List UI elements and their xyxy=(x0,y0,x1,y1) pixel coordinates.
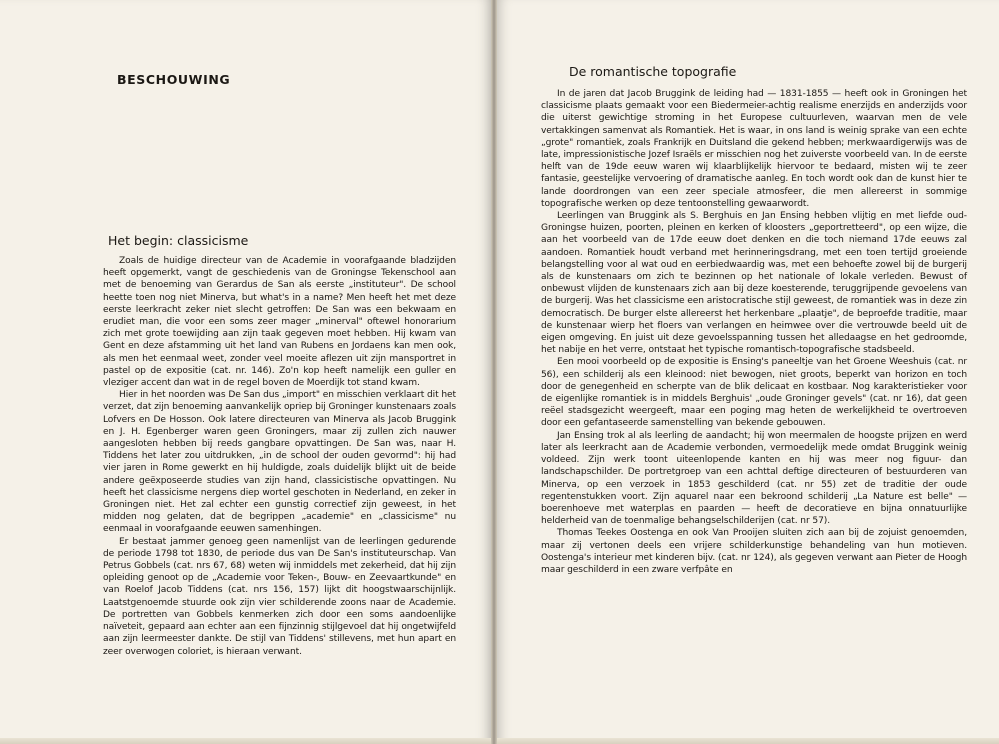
paragraph: Jan Ensing trok al als leerling de aandacht; hij won meermalen de hoogste prijzen en werd later als leerkracht aan de Academie verbonden, vermoedelijk mede omdat Bruggink weinig voldeed. Zijn werk toont uiteenlopende kanten en hij was meer nog figuur- dan landschapschilder. De portretgroep van een achttal deftige directeuren of bestuurderen van Minerva, op een verzoek in 1853 geschilderd (cat. nr 55) zet de traditie der oude regentenstukken voort. Zijn aquarel naar een bekroond schilderij „La Nature est belle" — boerenhoeve met waterplas en paarden — heeft de decoratieve en bijna onnatuurlijke helderheid van de toenmalige behangselschilderijen (cat. nr 57). xyxy=(541,430,967,527)
section-title: BESCHOUWING xyxy=(117,72,231,87)
left-page xyxy=(0,0,491,744)
paragraph: Zoals de huidige directeur van de Academie in voorafgaande bladzijden heeft opgemerkt, vangt de geschiedenis van de Groningse Tekenschool aan met de benoeming van Gerardus de San als eerste „instituteur". De school heette toen nog niet Minerva, but what's in a name? Men heeft het met deze eerste leerkracht zeker niet slecht getroffen: De San was een bekwaam en erudiet man, die voor een soms zeer mager „minerval" oftewel honorarium zich met grote toewijding aan zijn taak gegeven moet hebben. Hij kwam van Gent en deze afstamming uit het land van Rubens en Jordaens kan men ook, als men het eenmaal weet, zonder veel moeite aflezen uit zijn mansportret in pastel op de expositie (cat. nr. 146). Zo'n kop heeft namelijk een guller en vleziger accent dan wat in de regel boven de Moerdijk tot stand kwam. xyxy=(103,256,456,389)
paragraph: Hier in het noorden was De San dus „import" en misschien verklaart dit het verzet, dat zijn benoeming aanvankelijk opriep bij Groninger kunstenaars zoals Lofvers en De Hosson. Ook latere directeuren van Minerva als Jacob Bruggink en J. H. Egenberger waren geen Groningers, maar zij zullen zich nauwer aangesloten hebben bij reeds gangbare opvattingen. De San was, naar H. Tiddens het later zou uitdrukken, „in de school der ouden gevormd": hij had vier jaren in Rome gewerkt en hij huldigde, zoals duidelijk blijkt uit de beide andere geëxposeerde studies van zijn hand, classicistische opvattingen. Nu heeft het classicisme nergens diep wortel geschoten in Nederland, en zeker in Groningen niet. Het zal echter een gunstig correctief zijn geweest, in het midden nog gelaten, dat de begrippen „academie" en „classicisme" nu eenmaal in voorafgaande eeuwen samenhingen. xyxy=(103,390,456,535)
right-page xyxy=(497,0,999,744)
left-body-text xyxy=(103,255,456,658)
paragraph: In de jaren dat Jacob Bruggink de leiding had — 1831-1855 — heeft ook in Groningen het classicisme plaats gemaakt voor een Biedermeier-achtig realisme enerzijds en anderzijds voor die uiterst gewichtige stroming in het Europese cultuurleven, waarvan men de vele vertakkingen samenvat als Romantiek. Het is waar, in ons land is weinig sprake van een echte „grote" romantiek, zoals Frankrijk en Duitsland die gekend hebben; merkwaardigerwijs was de late, impressionistische Jozef Israëls er misschien nog het zuiverste voorbeeld van. In de eerste helft van de 19de eeuw waren wij klaarblijkelijk hiervoor te bedaard, misten wij te zeer fantasie, geestelijke vervoering of dramatische aanleg. En toch wordt ook dan de kunst hier te lande doordrongen van een zeer speciale atmosfeer, die men allereerst in sommige topografische werken op deze tentoonstelling gewaarwordt. xyxy=(541,89,967,209)
paragraph: Leerlingen van Bruggink als S. Berghuis en Jan Ensing hebben vlijtig en met liefde oud-Groningse huizen, poorten, pleinen en kerken of kloosters „geportretteerd", op een wijze, die aan het voorbeeld van de 17de eeuw doet denken en die toch niemand 17de eeuws zal aandoen. Romantiek houdt verband met herinneringsdrang, met een toen tertijd groeiende belangstelling voor al wat oud en eerbiedwaardig was, met een behoefte zowel bij de burgerij als de kunstenaars om zich te bezinnen op het nationale of lokale verleden. Bewust of onbewust vlijden de kunstenaars zich aan bij deze koesterende, teruggrijpende gevoelens van de burgerij. Was het classicisme een aristocratische stijl geweest, de romantiek was in deze zin democratisch. De burger elste allereerst het herkenbare „plaatje", de beproefde traditie, maar de kunstenaar wierp het floers van verlangen en heimwee over die vertrouwde beeld uit de eigen omgeving. En juist uit deze gevoelsspanning tussen het alledaagse en het gedroomde, het nabije en het verre, ontstaat het typische romantisch-topografische stadsbeeld. xyxy=(541,211,967,356)
paragraph: Een mooi voorbeeld op de expositie is Ensing's paneeltje van het Groene Weeshuis (cat. nr 56), een schilderij als een kleinood: niet bewogen, niet groots, beperkt van horizon en toch door de genegenheid en scherpte van de blik delicaat en kostbaar. Nog karakteristieker voor de eigenlijke romantiek is in middels Berghuis' „oude Groninger gevels" (cat. nr 16), dat geen reëel stadsgezicht weergeeft, maar een poging mag heten de werkelijkheid te overtroeven door een gefantaseerde samenstelling van bekende gebouwen. xyxy=(541,357,967,429)
paragraph: Thomas Teekes Oostenga en ook Van Prooijen sluiten zich aan bij de zojuist genoemden, maar zij vertonen deels een vrijere schilderkunstige behandeling van hun motieven. Oostenga's interieur met kinderen bijv. (cat. nr 124), als gegeven verwant aan Pieter de Hoogh maar geschilderd in een zware verfpâte en xyxy=(541,528,967,575)
left-subtitle: Het begin: classicisme xyxy=(108,233,249,248)
page-edge xyxy=(0,738,491,744)
right-subtitle: De romantische topografie xyxy=(569,64,737,79)
paragraph: Er bestaat jammer genoeg geen namenlijst van de leerlingen gedurende de periode 1798 tot 1830, de periode dus van De San's instituteurschap. Van Petrus Gobbels (cat. nrs 67, 68) weten wij inmiddels met zekerheid, dat hij zijn opleiding genoot op de „Academie voor Teken-, Bouw- en Zeevaartkunde" en van Roelof Jacob Tiddens (cat. nrs 156, 157) lijkt dit hoogstwaarschijnlijk. Laatstgenoemde stuurde ook zijn vier schilderende zoons naar de Academie. De portretten van Gobbels kenmerken zich door een soms aandoenlijke naïveteit, gepaard aan echter aan een fijnzinnig stijlgevoel dat hij ongetwijfeld aan zijn leermeester dankte. De stijl van Tiddens' stillevens, met hun apart en zeer overwogen coloriet, is hieraan verwant. xyxy=(103,536,456,657)
right-body-text xyxy=(541,88,967,576)
page-edge xyxy=(497,738,999,744)
